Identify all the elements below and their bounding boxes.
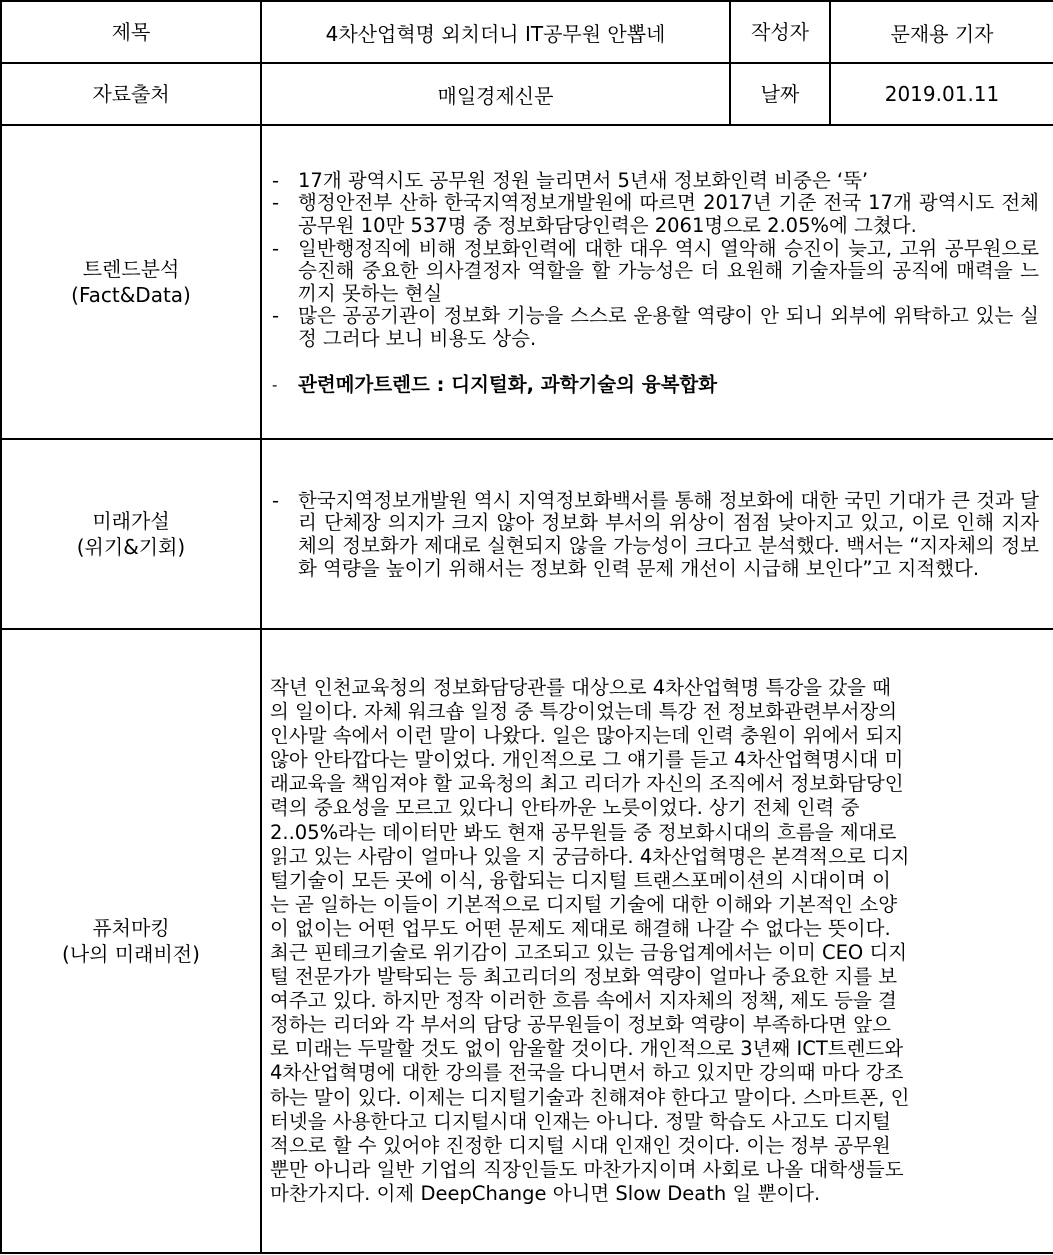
future-line: 인사말 속에서 이런 말이 나왔다. 일은 많아지는데 인력 충원이 위에서 되지	[270, 724, 904, 748]
future-line: 는 곧 일하는 이들이 기본적으로 디지털 기술에 대한 이해와 기본적인 소양	[270, 892, 898, 916]
future-line: 래교육을 책임져야 할 교육청의 최고 리더가 자신의 조직에서 정보화담당인	[270, 772, 904, 796]
future-content	[261, 629, 1053, 1253]
future-line: 털기술이 모든 곳에 이식, 융합되는 디지털 트랜스포메이션의 시대이며 이	[270, 868, 891, 892]
future-line: 않아 안타깝다는 말이었다. 개인적으로 그 얘기를 듣고 4차산업혁명시대 미	[270, 748, 904, 772]
author-label: 작성자	[730, 1, 830, 63]
hypothesis-label-sub: (위기&기회)	[76, 535, 186, 559]
future-label-sub: (나의 미래비전)	[62, 942, 200, 966]
future-row	[1, 629, 1053, 1253]
trend-bullet: - 행정안전부 산하 한국지역정보개발원에 따르면 2017년 기준 전국 17개 광역시도 전체 공무원 10만 537명 중 정보화담당인력은 2061명으로 2.05%에 그쳤다.	[272, 191, 1039, 238]
author-value: 문재용 기자	[830, 1, 1053, 63]
future-line: 털 전문가가 발탁되는 등 최고리더의 정보화 역량이 얼마나 중요한 지를 보	[270, 965, 898, 989]
future-label-main: 퓨처마킹	[92, 916, 170, 940]
bullet-spacer	[270, 351, 1039, 374]
source-value: 매일경제신문	[261, 63, 730, 125]
future-line: 마찬가지다. 이제 DeepChange 아니면 Slow Death 일 뿐이다.	[270, 1181, 821, 1205]
trend-bullet: - 많은 공공기관이 정보화 기능을 스스로 운용할 역량이 안 되니 외부에 위탁하고 있는 실정 그러다 보니 비용도 상승.	[272, 304, 1039, 350]
future-line: 적으로 할 수 있어야 진정한 디지털 시대 인재인 것이다. 이는 정부 공무원	[270, 1133, 891, 1157]
future-line: 정하는 리더와 각 부서의 담당 공무원들이 정보화 역량이 부족하다면 앞으	[270, 1013, 891, 1037]
trend-row	[1, 125, 1053, 439]
trend-bullet-list	[262, 168, 1053, 396]
hypothesis-label	[1, 439, 261, 629]
future-line: 력의 중요성을 모르고 있다니 안타까운 노릇이었다. 상기 전체 인력 중	[270, 796, 860, 820]
trend-bullet: - 일반행정직에 비해 정보화인력에 대한 대우 역시 열악해 승진이 늦고, 고위 공무원으로 승진해 중요한 의사결정자 역할을 할 가능성은 더 요원해 기술자들의 공직에 매력을 느끼지 못하는 현실	[272, 236, 1039, 305]
title-value: 4차산업혁명 외치더니 IT공무원 안뽑네	[261, 1, 730, 63]
future-paragraph	[262, 676, 1053, 1206]
hypothesis-bullet-list	[262, 488, 1053, 580]
future-line: 뿐만 아니라 일반 기업의 직장인들도 마찬가지이며 사회로 나올 대학생들도	[270, 1157, 904, 1181]
future-line: 의 일이다. 자체 워크숍 일정 중 특강이었는데 특강 전 정보화관련부서장의	[270, 700, 898, 724]
future-line: 최근 핀테크기술로 위기감이 고조되고 있는 금융업계에서는 이미 CEO 디지	[270, 941, 908, 964]
trend-label-main: 트렌드분석	[82, 257, 180, 281]
trend-content	[261, 125, 1053, 439]
trend-bullet: - 17개 광역시도 공무원 정원 늘리면서 5년새 정보화인력 비중은 ‘뚝’	[272, 168, 869, 192]
source-label: 자료출처	[1, 63, 261, 125]
future-line: 읽고 있는 사람이 얼마나 있을 지 궁금하다. 4차산업혁명은 본격적으로 디지	[270, 844, 910, 868]
future-line: 2..05%라는 데이터만 봐도 현재 공무원들 중 정보화시대의 흐름을 제대로	[270, 820, 897, 844]
hypothesis-content	[261, 439, 1053, 629]
future-line: 터넷을 사용한다고 디지털시대 인재는 아니다. 정말 학습도 사고도 디지털	[270, 1109, 891, 1133]
title-label: 제목	[1, 1, 261, 63]
hypothesis-row	[1, 439, 1053, 629]
future-line: 여주고 있다. 하지만 정작 이러한 흐름 속에서 지자체의 정책, 제도 등을 결	[270, 989, 897, 1013]
meta-trend-text: 관련메가트렌드 : 디지털화, 과학기술의 융복합화	[298, 372, 718, 396]
future-line: 로 미래는 두말할 것도 없이 암울할 것이다. 개인적으로 3년째 ICT트렌드와	[270, 1037, 904, 1061]
meta-trend-bullet: - 관련메가트렌드 : 디지털화, 과학기술의 융복합화	[272, 372, 718, 396]
future-line: 4차산업혁명에 대한 강의를 전국을 다니면서 하고 있지만 강의때 마다 강조	[270, 1061, 904, 1085]
date-label: 날짜	[730, 63, 830, 125]
title-row	[1, 1, 1053, 63]
source-row	[1, 63, 1053, 125]
future-line: 작년 인천교육청의 정보화담당관를 대상으로 4차산업혁명 특강을 갔을 때	[270, 675, 891, 699]
future-label	[1, 629, 261, 1253]
trend-label-sub: (Fact&Data)	[71, 283, 191, 307]
future-line: 하는 말이 있다. 이제는 디지털기술과 친해져야 한다고 말이다. 스마트폰, 인	[270, 1085, 910, 1109]
date-value: 2019.01.11	[830, 63, 1053, 125]
future-line: 이 없이는 어떤 업무도 어떤 문제도 제대로 해결해 나갈 수 없다는 뜻이다.	[270, 916, 891, 940]
hypothesis-bullet: - 한국지역정보개발원 역시 지역정보화백서를 통해 정보화에 대한 국민 기대가 큰 것과 달리 단체장 의지가 크지 않아 정보화 부서의 위상이 점점 낮아지고 있고, 이로 인해 지자체의 정보화가 제대로 실현되지 않을 가능성이 크다고 분석했다. 백서는 “지자체의 정보화 역량을 높이기 위해서는 정보화 인력 문제 개선이 시급해 보인다”고 지적했다.	[272, 488, 1039, 580]
hypothesis-label-main: 미래가설	[92, 509, 170, 533]
trend-label	[1, 125, 261, 439]
